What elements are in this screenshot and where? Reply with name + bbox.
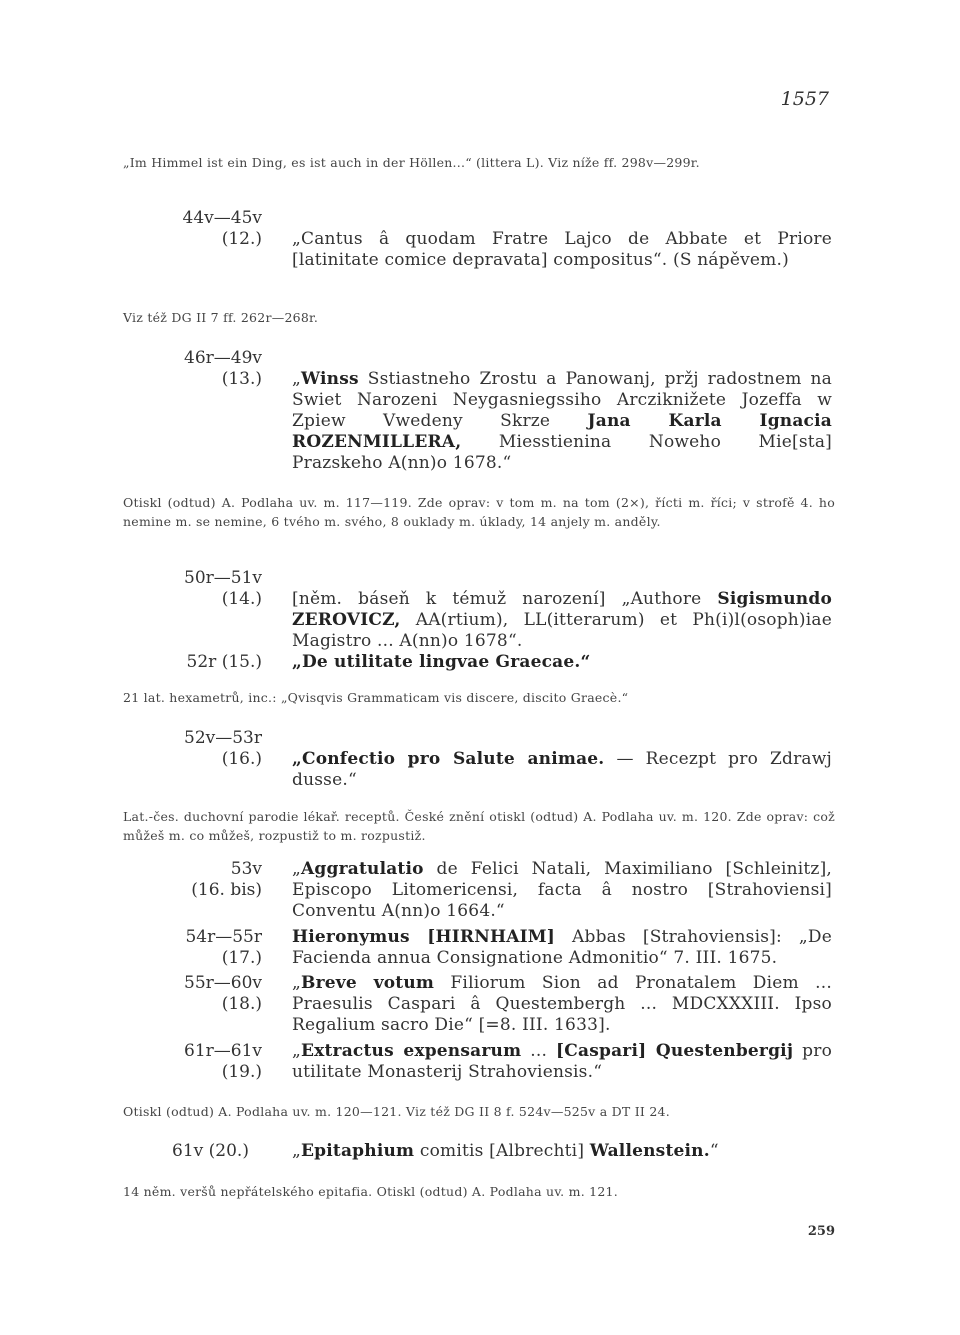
note-incipit: „Im Himmel ist ein Ding, es ist auch in der Höllen...“ (littera L). Viz níže ff. 298v—299r. [123,155,700,170]
entry-number: (18.) [221,994,262,1014]
entry-number: (16. bis) [191,880,262,900]
entry-text: „Breve votum Filiorum Sion ad Pronatalem Diem ... Praesulis Caspari â Questembergh ... MDCXXXIII. Ipso Regalium sacro Die“ [=8. III. 1633]. [292,973,832,1035]
entry-text: „Confectio pro Salute animae. — Recezpt pro Zdrawj dusse.“ [292,749,832,790]
entry-number: (16.) [221,749,262,769]
entry-text: „De utilitate lingvae Graecae.“ [292,652,591,672]
note-reference: Viz též DG II 7 ff. 262r—268r. [123,310,319,325]
page-number: 1557 [780,88,829,110]
folio-entry: 61v (20.) [172,1141,249,1161]
folio-range: 61r—61v [184,1041,262,1061]
note-edition: Lat.-čes. duchovní parodie lékař. receptů. České znění otiskl (odtud) A. Podlaha uv. m. 120. Zde oprav: což můžeš m. co můžeš, rozpustiž to m. rozpustiž. [123,809,835,843]
folio-entry: 52r (15.) [186,652,262,672]
folio-range: 52v—53r [184,728,262,748]
note-incipit: 21 lat. hexametrů, inc.: „Qvisqvis Grammaticam vis discere, discito Graecè.“ [123,690,629,705]
folio-range: 54r—55r [185,927,262,947]
entry-text: „Extractus expensarum ... [Caspari] Questenbergij pro utilitate Monasterij Strahoviensis.“ [292,1041,833,1082]
folio-range: 55r—60v [184,973,262,993]
entry-text: „Aggratulatio de Felici Natali, Maximiliano [Schleinitz], Episcopo Litomericensi, facta â nostro [Strahoviensi] Conventu A(nn)o 1664.“ [292,859,832,921]
note-edition: Otiskl (odtud) A. Podlaha uv. m. 120—121. Viz též DG II 8 f. 524v—525v a DT II 24. [123,1104,670,1119]
entry-text: [něm. báseň k témuž narození] „Authore Sigismundo ZEROVICZ, AA(rtium), LL(itterarum) et Ph(i)l(osoph)iae Magistro ... A(nn)o 1678“. [292,589,832,651]
entry-number: (12.) [221,229,262,249]
entry-text: Hieronymus [HIRNHAIM] Abbas [Strahoviensis]: „De Facienda annua Consignatione Admonitio“ 7. III. 1675. [292,927,832,968]
entry-text: „Winss Sstiastneho Zrostu a Panowanj, pržj radostnem na Swiet Narozeni Neygasniegssiho Arcziknižete Jozeffa w Zpiew Vwedeny Skrze Jana Karla Ignacia ROZENMILLERA, Miesstienina Noweho Mie[sta] Prazskeho A(nn)o 1678.“ [292,369,832,473]
folio-range: 53v [230,859,262,879]
note-edition: Otiskl (odtud) A. Podlaha uv. m. 117—119. Zde oprav: v tom m. na tom (2×), řícti m. říci; v strofě 4. ho nemine m. se nemine, 6 tvého m. svého, 8 ouklady m. úklady, 14 anjely m. anděly. [123,495,835,529]
folio-range: 46r—49v [184,348,262,368]
folio-range: 50r—51v [184,568,262,588]
entry-number: (17.) [221,948,262,968]
folio-range: 44v—45v [182,208,262,228]
entry-text: „Cantus â quodam Fratre Lajco de Abbate et Priore [latinitate comice depravata] compositus“. (S nápěvem.) [292,229,832,270]
entry-text: „Epitaphium comitis [Albrechti] Wallenstein.“ [292,1141,719,1161]
entry-number: (14.) [221,589,262,609]
note-edition: 14 něm. veršů nepřátelského epitafia. Otiskl (odtud) A. Podlaha uv. m. 121. [123,1184,618,1199]
entry-number: (13.) [221,369,262,389]
entry-number: (19.) [221,1062,262,1082]
sheet-number: 259 [807,1224,835,1239]
